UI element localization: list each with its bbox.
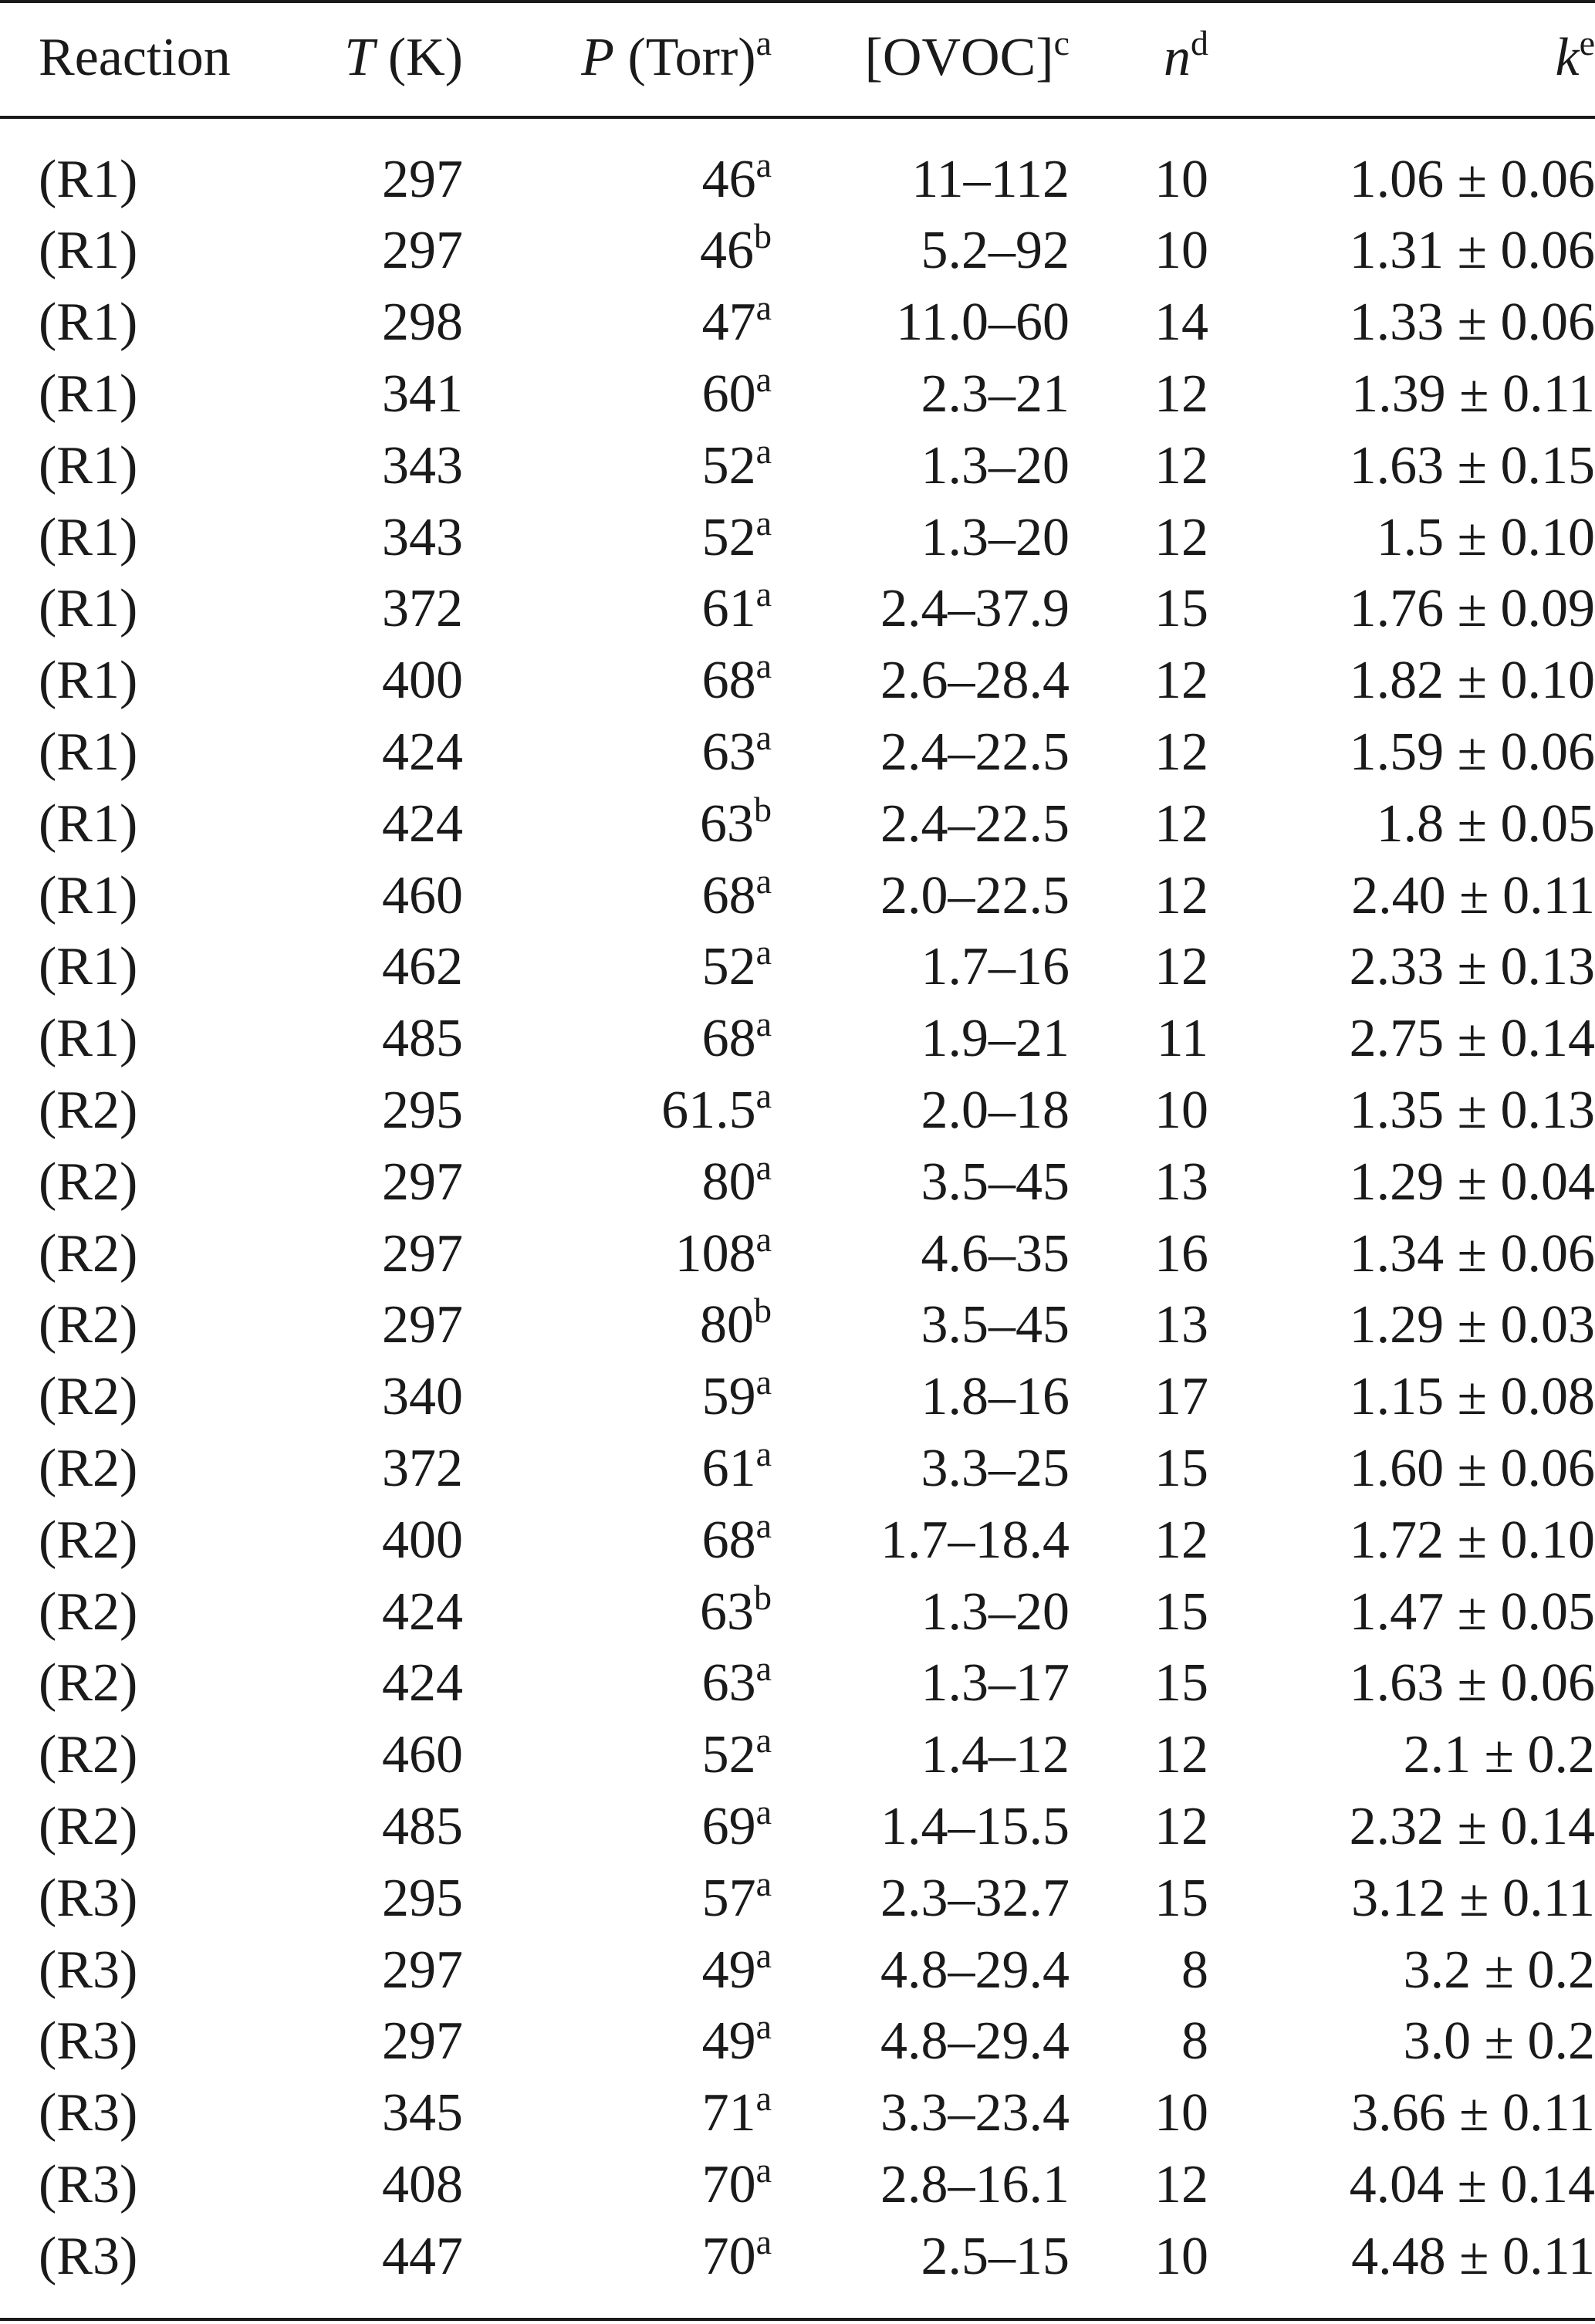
cell-ovoc-range: 2.8–16.1	[880, 2154, 1070, 2214]
cell-temperature: 460	[382, 865, 463, 925]
table-row	[0, 1075, 1595, 1147]
cell-temperature: 447	[382, 2226, 463, 2286]
cell-ovoc-range: 1.3–17	[921, 1653, 1070, 1713]
table-body	[0, 119, 1595, 2292]
cell-pressure: 52$^a$	[701, 502, 772, 567]
cell-k: 3.2 ± 0.2	[1403, 1940, 1595, 2000]
cell-pressure: 49$^a$	[701, 2007, 772, 2072]
table-row	[0, 645, 1595, 717]
cell-reaction: (R1)	[39, 1009, 138, 1069]
cell-pressure: 80$^b$	[700, 1291, 772, 1355]
cell-temperature: 462	[382, 937, 463, 997]
table-row	[0, 215, 1595, 287]
cell-reaction: (R2)	[39, 1152, 138, 1212]
cell-k: 1.39 ± 0.11	[1351, 364, 1595, 424]
cell-pressure: 59$^a$	[701, 1362, 772, 1427]
cell-ovoc-range: 11.0–60	[896, 293, 1070, 353]
cell-n: 12	[1154, 364, 1208, 424]
cell-temperature: 424	[382, 722, 463, 782]
cell-n: 16	[1154, 1223, 1208, 1284]
cell-temperature: 295	[382, 1080, 463, 1140]
cell-pressure: 47$^a$	[701, 288, 772, 353]
cell-n: 15	[1154, 1581, 1208, 1642]
cell-reaction: (R2)	[39, 1367, 138, 1427]
cell-pressure: 63$^b$	[700, 789, 772, 854]
cell-pressure: 52$^a$	[701, 431, 772, 496]
cell-ovoc-range: 1.4–15.5	[880, 1796, 1070, 1856]
cell-temperature: 485	[382, 1009, 463, 1069]
cell-n: 13	[1154, 1295, 1208, 1355]
table-row	[0, 430, 1595, 502]
cell-reaction: (R2)	[39, 1510, 138, 1570]
cell-ovoc-range: 3.5–45	[921, 1152, 1070, 1212]
cell-temperature: 485	[382, 1796, 463, 1856]
cell-ovoc-range: 1.4–12	[921, 1725, 1070, 1785]
table-row	[0, 1218, 1595, 1290]
table-row	[0, 1362, 1595, 1433]
cell-pressure: 57$^a$	[701, 1863, 772, 1928]
table-row	[0, 2078, 1595, 2150]
cell-n: 10	[1154, 2083, 1208, 2143]
cell-pressure: 63$^b$	[700, 1577, 772, 1642]
cell-k: 1.34 ± 0.06	[1349, 1223, 1595, 1284]
cell-k: 2.33 ± 0.13	[1349, 937, 1595, 997]
cell-ovoc-range: 1.8–16	[921, 1367, 1070, 1427]
table-row	[0, 1433, 1595, 1505]
cell-ovoc-range: 4.6–35	[921, 1223, 1070, 1284]
cell-pressure: 61$^a$	[701, 1433, 772, 1498]
cell-pressure: 68$^a$	[701, 646, 772, 711]
cell-k: 1.63 ± 0.15	[1349, 435, 1595, 496]
cell-reaction: (R2)	[39, 1080, 138, 1140]
header-ovoc-concentration: [OVOC]$^c$	[864, 23, 1070, 87]
cell-temperature: 297	[382, 150, 463, 209]
cell-n: 15	[1154, 1868, 1208, 1928]
cell-pressure: 71$^a$	[701, 2079, 772, 2143]
table-row	[0, 2150, 1595, 2221]
cell-reaction: (R1)	[39, 435, 138, 496]
header-k: $k^e$	[1555, 23, 1595, 87]
cell-pressure: 80$^a$	[701, 1147, 772, 1212]
cell-pressure: 60$^a$	[701, 359, 772, 424]
cell-ovoc-range: 2.0–18	[921, 1080, 1070, 1140]
cell-reaction: (R3)	[39, 1940, 138, 2000]
cell-pressure: 46$^a$	[701, 145, 772, 209]
cell-k: 3.0 ± 0.2	[1403, 2011, 1595, 2072]
cell-reaction: (R1)	[39, 722, 138, 782]
cell-temperature: 343	[382, 435, 463, 496]
cell-k: 2.40 ± 0.11	[1351, 865, 1595, 925]
cell-n: 12	[1154, 937, 1208, 997]
cell-temperature: 341	[382, 364, 463, 424]
cell-pressure: 68$^a$	[701, 861, 772, 925]
cell-n: 17	[1154, 1367, 1208, 1427]
cell-pressure: 68$^a$	[701, 1505, 772, 1570]
cell-ovoc-range: 2.4–22.5	[880, 793, 1070, 854]
table-row	[0, 788, 1595, 860]
cell-n: 11	[1156, 1009, 1208, 1069]
cell-n: 12	[1154, 1725, 1208, 1785]
cell-n: 10	[1154, 150, 1208, 209]
cell-pressure: 49$^a$	[701, 1935, 772, 2000]
cell-reaction: (R1)	[39, 793, 138, 854]
table-row	[0, 2006, 1595, 2078]
cell-ovoc-range: 2.4–37.9	[880, 579, 1070, 639]
cell-reaction: (R1)	[39, 221, 138, 281]
cell-temperature: 372	[382, 579, 463, 639]
cell-k: 2.75 ± 0.14	[1349, 1009, 1595, 1069]
cell-pressure: 63$^a$	[701, 717, 772, 782]
cell-ovoc-range: 2.3–21	[921, 364, 1070, 424]
table-row	[0, 932, 1595, 1003]
table-row	[0, 1576, 1595, 1648]
cell-k: 1.76 ± 0.09	[1349, 579, 1595, 639]
cell-ovoc-range: 2.3–32.7	[880, 1868, 1070, 1928]
cell-k: 3.12 ± 0.11	[1351, 1868, 1595, 1928]
cell-temperature: 424	[382, 1581, 463, 1642]
cell-k: 1.63 ± 0.06	[1349, 1653, 1595, 1713]
cell-n: 10	[1154, 2226, 1208, 2286]
cell-temperature: 345	[382, 2083, 463, 2143]
cell-k: 1.8 ± 0.05	[1376, 793, 1595, 854]
table-row	[0, 1791, 1595, 1863]
cell-n: 12	[1154, 865, 1208, 925]
table-row	[0, 2221, 1595, 2292]
cell-k: 2.32 ± 0.14	[1349, 1796, 1595, 1856]
cell-n: 8	[1181, 2011, 1208, 2072]
cell-temperature: 297	[382, 221, 463, 281]
cell-ovoc-range: 11–112	[911, 150, 1070, 209]
cell-reaction: (R3)	[39, 2083, 138, 2143]
cell-ovoc-range: 1.9–21	[921, 1009, 1070, 1069]
table-row	[0, 573, 1595, 645]
cell-k: 4.04 ± 0.14	[1349, 2154, 1595, 2214]
cell-temperature: 424	[382, 793, 463, 854]
cell-n: 12	[1154, 507, 1208, 567]
cell-k: 1.33 ± 0.06	[1349, 293, 1595, 353]
cell-reaction: (R1)	[39, 293, 138, 353]
table-row	[0, 359, 1595, 431]
table-bottom-rule	[0, 2318, 1595, 2321]
cell-k: 1.06 ± 0.06	[1349, 150, 1595, 209]
cell-temperature: 297	[382, 1152, 463, 1212]
header-pressure: P (Torr)$^a$	[581, 23, 772, 87]
cell-k: 2.1 ± 0.2	[1403, 1725, 1595, 1785]
cell-n: 12	[1154, 722, 1208, 782]
cell-pressure: 63$^a$	[701, 1649, 772, 1713]
cell-n: 12	[1154, 435, 1208, 496]
cell-temperature: 297	[382, 2011, 463, 2072]
table-row	[0, 502, 1595, 573]
cell-ovoc-range: 1.3–20	[921, 507, 1070, 567]
cell-ovoc-range: 4.8–29.4	[880, 1940, 1070, 2000]
cell-pressure: 61$^a$	[701, 574, 772, 639]
header-temperature: T (K)	[344, 28, 463, 87]
table-row	[0, 1146, 1595, 1218]
cell-k: 1.31 ± 0.06	[1349, 221, 1595, 281]
cell-reaction: (R1)	[39, 579, 138, 639]
cell-temperature: 298	[382, 293, 463, 353]
cell-reaction: (R3)	[39, 2011, 138, 2072]
cell-k: 1.29 ± 0.03	[1349, 1295, 1595, 1355]
cell-reaction: (R2)	[39, 1581, 138, 1642]
cell-ovoc-range: 3.5–45	[921, 1295, 1070, 1355]
cell-n: 12	[1154, 1510, 1208, 1570]
table-row	[0, 1648, 1595, 1720]
cell-ovoc-range: 2.4–22.5	[880, 722, 1070, 782]
table-row	[0, 717, 1595, 789]
table-row	[0, 1290, 1595, 1362]
cell-temperature: 297	[382, 1223, 463, 1284]
table-row	[0, 1504, 1595, 1576]
cell-ovoc-range: 2.5–15	[921, 2226, 1070, 2286]
cell-ovoc-range: 1.7–16	[921, 937, 1070, 997]
cell-n: 13	[1154, 1152, 1208, 1212]
cell-ovoc-range: 2.0–22.5	[880, 865, 1070, 925]
cell-ovoc-range: 5.2–92	[921, 221, 1070, 281]
cell-reaction: (R1)	[39, 865, 138, 925]
cell-ovoc-range: 1.3–20	[921, 435, 1070, 496]
header-reaction: Reaction	[39, 28, 231, 87]
cell-n: 15	[1154, 579, 1208, 639]
cell-ovoc-range: 1.7–18.4	[880, 1510, 1070, 1570]
cell-reaction: (R3)	[39, 2226, 138, 2286]
cell-pressure: 70$^a$	[701, 2150, 772, 2214]
cell-k: 1.29 ± 0.04	[1349, 1152, 1595, 1212]
table-row	[0, 860, 1595, 932]
cell-reaction: (R1)	[39, 507, 138, 567]
cell-temperature: 343	[382, 507, 463, 567]
cell-temperature: 295	[382, 1868, 463, 1928]
cell-n: 10	[1154, 221, 1208, 281]
cell-pressure: 70$^a$	[701, 2221, 772, 2286]
cell-k: 1.5 ± 0.10	[1376, 507, 1595, 567]
cell-k: 1.35 ± 0.13	[1349, 1080, 1595, 1140]
cell-ovoc-range: 4.8–29.4	[880, 2011, 1070, 2072]
cell-k: 1.59 ± 0.06	[1349, 722, 1595, 782]
cell-pressure: 68$^a$	[701, 1004, 772, 1069]
cell-n: 15	[1154, 1438, 1208, 1498]
cell-n: 12	[1154, 793, 1208, 854]
cell-n: 14	[1154, 293, 1208, 353]
cell-n: 8	[1181, 1940, 1208, 2000]
cell-temperature: 400	[382, 1510, 463, 1570]
table-row	[0, 119, 1595, 215]
table-row	[0, 1934, 1595, 2006]
cell-reaction: (R2)	[39, 1653, 138, 1713]
cell-pressure: 69$^a$	[701, 1791, 772, 1856]
cell-temperature: 460	[382, 1725, 463, 1785]
cell-temperature: 297	[382, 1940, 463, 2000]
table-row	[0, 1003, 1595, 1075]
cell-pressure: 52$^a$	[701, 1720, 772, 1785]
table-row	[0, 1720, 1595, 1791]
cell-ovoc-range: 3.3–25	[921, 1438, 1070, 1498]
cell-n: 12	[1154, 2154, 1208, 2214]
cell-k: 1.60 ± 0.06	[1349, 1438, 1595, 1498]
cell-ovoc-range: 1.3–20	[921, 1581, 1070, 1642]
cell-reaction: (R3)	[39, 1868, 138, 1928]
cell-pressure: 61.5$^a$	[661, 1075, 772, 1140]
cell-reaction: (R1)	[39, 150, 138, 209]
cell-pressure: 46$^b$	[700, 216, 772, 281]
cell-k: 3.66 ± 0.11	[1351, 2083, 1595, 2143]
cell-reaction: (R2)	[39, 1725, 138, 1785]
cell-n: 10	[1154, 1080, 1208, 1140]
cell-pressure: 108$^a$	[674, 1219, 772, 1284]
cell-reaction: (R1)	[39, 364, 138, 424]
cell-temperature: 408	[382, 2154, 463, 2214]
cell-ovoc-range: 3.3–23.4	[880, 2083, 1070, 2143]
cell-temperature: 372	[382, 1438, 463, 1498]
cell-k: 1.15 ± 0.08	[1349, 1367, 1595, 1427]
cell-pressure: 52$^a$	[701, 932, 772, 997]
cell-k: 1.47 ± 0.05	[1349, 1581, 1595, 1642]
cell-k: 1.72 ± 0.10	[1349, 1510, 1595, 1570]
cell-reaction: (R2)	[39, 1295, 138, 1355]
cell-reaction: (R2)	[39, 1796, 138, 1856]
cell-reaction: (R3)	[39, 2154, 138, 2214]
cell-ovoc-range: 2.6–28.4	[880, 651, 1070, 711]
cell-temperature: 340	[382, 1367, 463, 1427]
table-header-row	[0, 0, 1595, 119]
cell-n: 12	[1154, 651, 1208, 711]
header-n: $n^d$	[1164, 23, 1208, 87]
table-row	[0, 1862, 1595, 1934]
cell-reaction: (R1)	[39, 651, 138, 711]
cell-k: 4.48 ± 0.11	[1351, 2226, 1595, 2286]
cell-reaction: (R2)	[39, 1223, 138, 1284]
cell-temperature: 400	[382, 651, 463, 711]
cell-n: 15	[1154, 1653, 1208, 1713]
table-row	[0, 287, 1595, 359]
cell-reaction: (R1)	[39, 937, 138, 997]
cell-n: 12	[1154, 1796, 1208, 1856]
cell-k: 1.82 ± 0.10	[1349, 651, 1595, 711]
cell-reaction: (R2)	[39, 1438, 138, 1498]
cell-temperature: 424	[382, 1653, 463, 1713]
cell-temperature: 297	[382, 1295, 463, 1355]
